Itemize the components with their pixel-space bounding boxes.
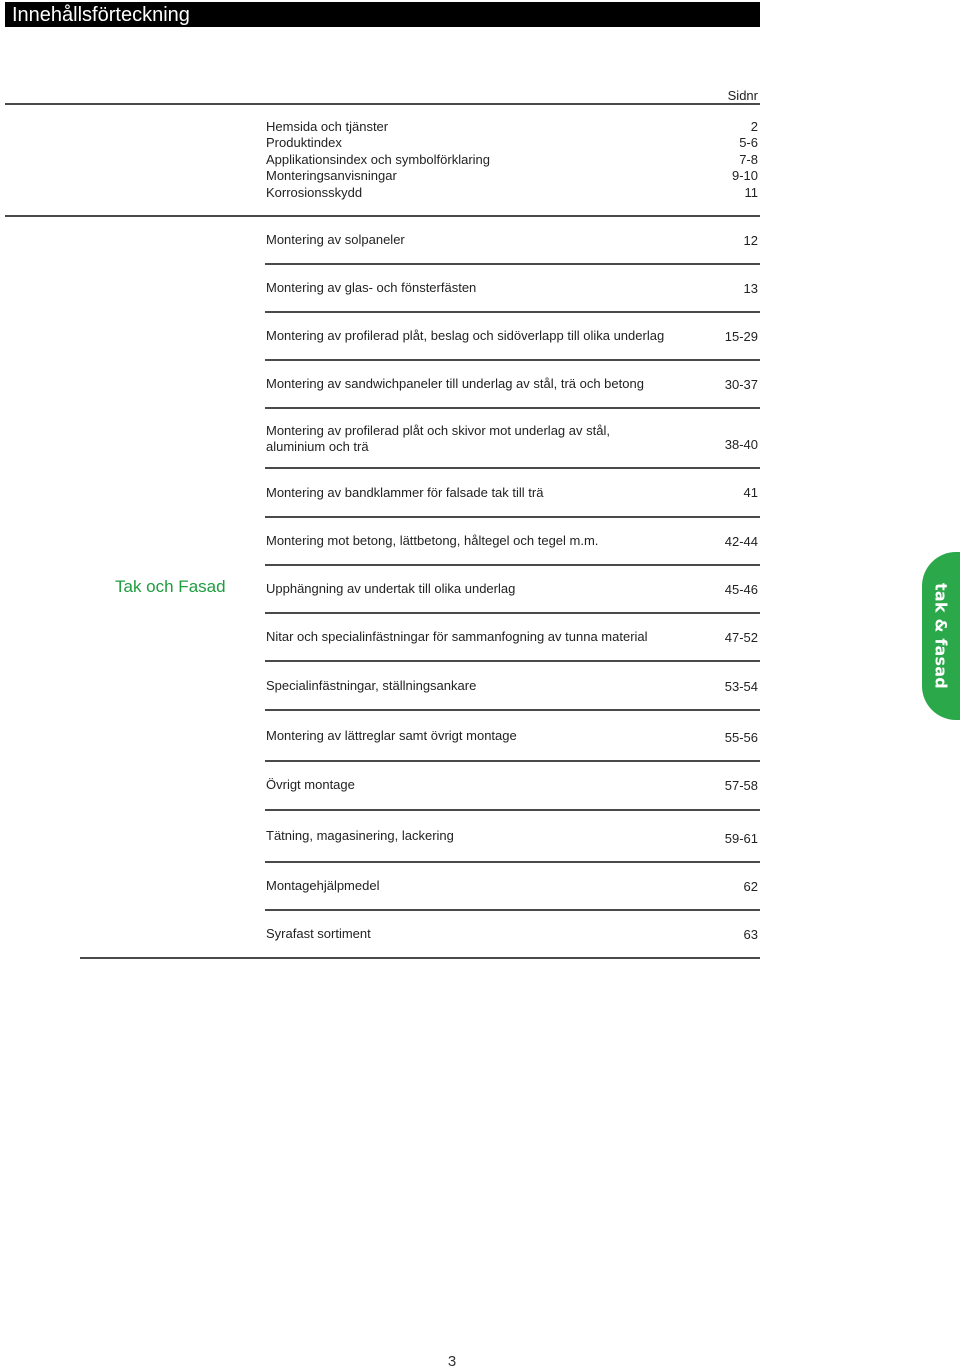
divider	[80, 957, 760, 959]
toc-entry-title: Montering av profilerad plåt och skivor mot underlag av stål,	[266, 423, 610, 438]
toc-entry-pages: 41	[743, 485, 758, 500]
divider	[265, 660, 760, 662]
toc-entry-pages: 38-40	[724, 437, 758, 452]
divider	[265, 612, 760, 614]
divider	[265, 909, 760, 911]
toc-entry-pages: 62	[743, 879, 758, 894]
title-bar	[5, 2, 760, 27]
toc-entry-title: Montering av bandklammer för falsade tak till trä	[266, 485, 544, 500]
toc-entry-title: Specialinfästningar, ställningsankare	[266, 678, 477, 693]
divider	[265, 861, 760, 863]
toc-entry-title: Montering av glas- och fönsterfästen	[266, 280, 477, 295]
toc-entry-pages: 53-54	[724, 679, 758, 694]
toc-entry-pages: 42-44	[724, 534, 758, 549]
toc-entry-title: Upphängning av undertak till olika underlag	[266, 581, 516, 596]
toc-entry-title: Montering av profilerad plåt, beslag och sidöverlapp till olika underlag	[266, 328, 665, 343]
side-tab	[922, 552, 960, 720]
toc-entry-pages: 30-37	[724, 377, 758, 392]
toc-intro-pages: 5-6	[739, 135, 758, 150]
toc-entry-pages: 12	[743, 233, 758, 248]
side-tab-label: tak & fasad	[931, 583, 951, 689]
divider	[5, 215, 760, 217]
toc-entry-pages: 63	[743, 927, 758, 942]
toc-entry-pages: 55-56	[724, 730, 758, 745]
toc-intro-pages: 7-8	[739, 152, 758, 167]
divider	[265, 516, 760, 518]
toc-entry-title: Montagehjälpmedel	[266, 878, 380, 893]
toc-entry-pages: 45-46	[724, 582, 758, 597]
toc-entry-title: Syrafast sortiment	[266, 926, 371, 941]
page-number: 3	[447, 1353, 457, 1370]
toc-entry-title: Tätning, magasinering, lackering	[266, 828, 454, 843]
toc-intro-pages: 2	[750, 119, 758, 134]
toc-entry-pages: 47-52	[724, 630, 758, 645]
toc-entry-title: Montering av lättreglar samt övrigt montage	[266, 728, 517, 743]
toc-entry-title: Montering av solpaneler	[266, 232, 405, 247]
toc-entry-pages: 57-58	[724, 778, 758, 793]
divider	[265, 467, 760, 469]
toc-intro-pages: 11	[744, 185, 758, 200]
toc-entry-pages: 13	[743, 281, 758, 296]
toc-intro-title: Applikationsindex och symbolförklaring	[266, 152, 491, 167]
toc-entry-title-line2: aluminium och trä	[266, 439, 369, 454]
toc-intro-title: Hemsida och tjänster	[266, 119, 389, 134]
toc-entry-pages: 15-29	[724, 329, 758, 344]
section-label: Tak och Fasad	[115, 577, 226, 596]
toc-entry-title: Montering mot betong, lättbetong, håltegel och tegel m.m.	[266, 533, 599, 548]
toc-entry-title: Övrigt montage	[266, 777, 355, 792]
divider	[265, 564, 760, 566]
divider	[265, 809, 760, 811]
toc-intro-title: Monteringsanvisningar	[266, 168, 397, 183]
toc-entry-title: Nitar och specialinfästningar för sammanfogning av tunna material	[266, 629, 648, 644]
divider	[5, 103, 760, 105]
toc-intro-pages: 9-10	[731, 168, 758, 183]
toc-entry-pages: 59-61	[724, 831, 758, 846]
divider	[265, 407, 760, 409]
page-title: Innehållsförteckning	[12, 4, 190, 26]
page-column-label: Sidnr	[727, 88, 758, 103]
divider	[265, 359, 760, 361]
divider	[265, 311, 760, 313]
divider	[265, 263, 760, 265]
toc-intro-title: Produktindex	[266, 135, 342, 150]
toc-entry-title: Montering av sandwichpaneler till underlag av stål, trä och betong	[266, 376, 644, 391]
divider	[265, 709, 760, 711]
toc-intro-title: Korrosionsskydd	[266, 185, 363, 200]
divider	[265, 760, 760, 762]
